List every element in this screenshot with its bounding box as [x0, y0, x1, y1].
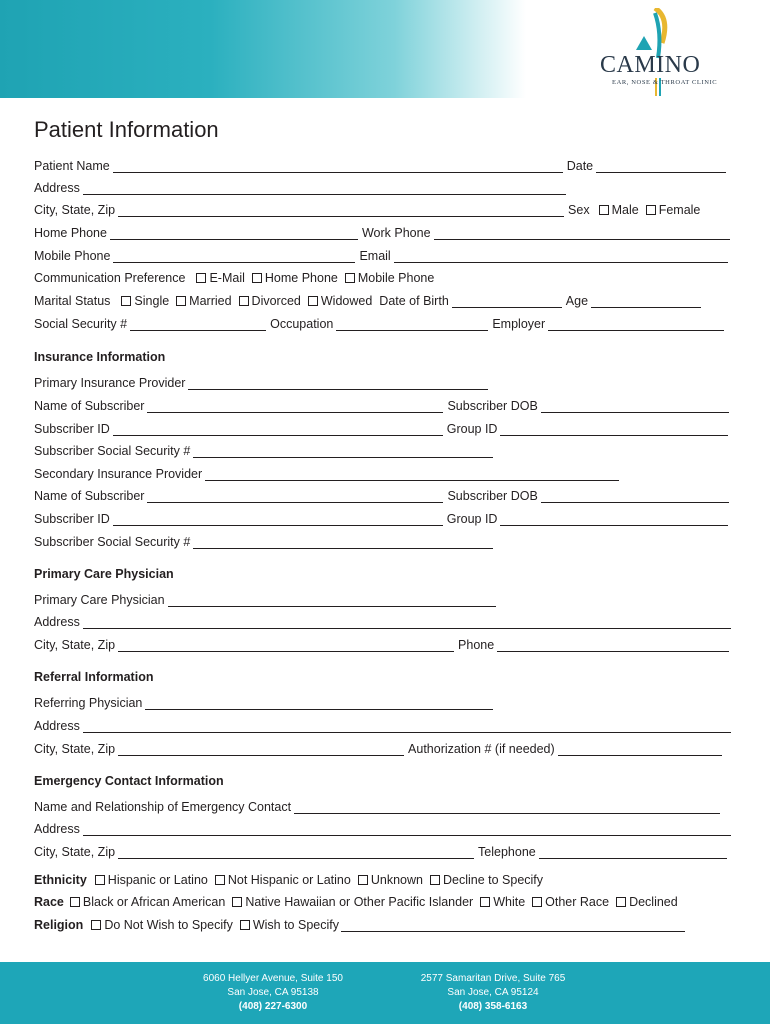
- widowed-label: Widowed: [320, 294, 373, 308]
- group-id-field[interactable]: [500, 421, 728, 436]
- secondary-insurance-label: Secondary Insurance Provider: [34, 467, 203, 481]
- pcp-physician-field[interactable]: [168, 592, 496, 607]
- sex-male-checkbox[interactable]: [599, 203, 639, 217]
- employer-label: Employer: [492, 317, 546, 331]
- address-label: Address: [34, 181, 80, 195]
- subscriber-dob-label-2: Subscriber DOB: [447, 489, 538, 503]
- pcp-city-label: City, State, Zip: [34, 638, 116, 652]
- age-field[interactable]: [591, 293, 701, 308]
- office-2: [398, 972, 588, 1014]
- insurance-heading: Insurance Information: [34, 350, 166, 364]
- pcp-address-field[interactable]: [83, 614, 731, 629]
- divorced-checkbox[interactable]: [239, 294, 301, 308]
- office-2-phone: (408) 358-6163: [458, 1001, 528, 1012]
- race-option-label: White: [493, 895, 526, 909]
- office-2-street: 2577 Samaritan Drive, Suite 765: [420, 973, 566, 984]
- ethnicity-option-label: Decline to Specify: [442, 873, 544, 887]
- occupation-label: Occupation: [270, 317, 334, 331]
- secondary-insurance-row: [34, 461, 623, 481]
- office-2-city: San Jose, CA 95124: [447, 987, 539, 998]
- primary-insurance-field[interactable]: [188, 375, 488, 390]
- married-checkbox[interactable]: [176, 294, 231, 308]
- dob-field[interactable]: [452, 293, 562, 308]
- emergency-name-label: Name and Relationship of Emergency Contact: [34, 800, 292, 814]
- subscriber-id-field-2[interactable]: [113, 511, 443, 526]
- emergency-name-row: [34, 794, 724, 814]
- logo-subtitle: EAR, NOSE & THROAT CLINIC: [612, 79, 718, 86]
- office-1: [178, 972, 368, 1014]
- age-label: Age: [565, 294, 589, 308]
- referral-address-field[interactable]: [83, 718, 731, 733]
- sex-female-checkbox[interactable]: [646, 203, 701, 217]
- ssn-field[interactable]: [130, 316, 266, 331]
- religion-field[interactable]: [341, 917, 685, 932]
- group-id-label: Group ID: [446, 422, 498, 436]
- ssn-row: [34, 311, 728, 331]
- pcp-address-row: [34, 609, 735, 629]
- mobile-phone-label: Mobile Phone: [34, 249, 111, 263]
- race-black-checkbox[interactable]: [70, 895, 225, 909]
- religion-option-label: Do Not Wish to Specify: [104, 918, 233, 932]
- comm-email-label: E-Mail: [209, 271, 245, 285]
- ethnicity-unknown-checkbox[interactable]: [358, 873, 423, 887]
- address-row: [34, 175, 570, 195]
- emergency-city-label: City, State, Zip: [34, 845, 116, 859]
- race-option-label: Black or African American: [82, 895, 226, 909]
- subscriber-id-row-2: [34, 506, 732, 526]
- ethnicity-option-label: Unknown: [370, 873, 423, 887]
- clinic-logo: [600, 8, 730, 98]
- pcp-phone-field[interactable]: [497, 637, 729, 652]
- emergency-address-label: Address: [34, 822, 80, 836]
- religion-option-label: Wish to Specify: [252, 918, 339, 932]
- address-field[interactable]: [83, 180, 566, 195]
- subscriber-id-row: [34, 416, 732, 436]
- referral-city-row: [34, 736, 726, 756]
- office-1-city: San Jose, CA 95138: [227, 987, 319, 998]
- divorced-label: Divorced: [251, 294, 301, 308]
- emergency-address-row: [34, 816, 735, 836]
- ssn-label: Social Security #: [34, 317, 128, 331]
- occupation-field[interactable]: [336, 316, 488, 331]
- emergency-name-field[interactable]: [294, 799, 720, 814]
- emergency-address-field[interactable]: [83, 821, 731, 836]
- race-row: [34, 889, 685, 909]
- subscriber-ssn-label: Subscriber Social Security #: [34, 444, 191, 458]
- footer: [0, 962, 770, 1024]
- pcp-heading: Primary Care Physician: [34, 567, 174, 581]
- home-phone-field[interactable]: [110, 225, 358, 240]
- race-white-checkbox[interactable]: [480, 895, 525, 909]
- married-label: Married: [189, 294, 232, 308]
- sex-label: Sex: [568, 203, 590, 217]
- group-id-label-2: Group ID: [446, 512, 498, 526]
- subscriber-id-label-2: Subscriber ID: [34, 512, 110, 526]
- religion-no-specify-checkbox[interactable]: [91, 918, 233, 932]
- subscriber-name-label: Name of Subscriber: [34, 399, 145, 413]
- subscriber-name-field[interactable]: [147, 398, 443, 413]
- mobile-email-row: [34, 243, 732, 263]
- header-banner: [0, 0, 526, 98]
- pcp-city-row: [34, 632, 733, 652]
- subscriber-id-field[interactable]: [113, 421, 443, 436]
- subscriber-dob-field-2[interactable]: [541, 488, 729, 503]
- group-id-field-2[interactable]: [500, 511, 728, 526]
- ethnicity-option-label: Not Hispanic or Latino: [227, 873, 351, 887]
- race-label: Race: [34, 895, 64, 909]
- subscriber-ssn-label-2: Subscriber Social Security #: [34, 535, 191, 549]
- city-row: [34, 197, 707, 217]
- city-field[interactable]: [118, 202, 564, 217]
- ethnicity-hispanic-checkbox[interactable]: [95, 873, 208, 887]
- email-field[interactable]: [394, 248, 728, 263]
- office-1-phone: (408) 227-6300: [238, 1001, 308, 1012]
- telephone-field[interactable]: [539, 844, 727, 859]
- referring-physician-label: Referring Physician: [34, 696, 143, 710]
- referral-heading: Referral Information: [34, 670, 154, 684]
- comm-mobile-checkbox[interactable]: [345, 271, 434, 285]
- referring-physician-row: [34, 690, 497, 710]
- primary-insurance-row: [34, 370, 492, 390]
- female-label: Female: [658, 203, 701, 217]
- comm-home-label: Home Phone: [264, 271, 338, 285]
- emergency-heading: Emergency Contact Information: [34, 774, 224, 788]
- religion-specify-checkbox[interactable]: [240, 918, 339, 932]
- employer-field[interactable]: [548, 316, 724, 331]
- referral-city-field[interactable]: [118, 741, 404, 756]
- mobile-phone-field[interactable]: [113, 248, 355, 263]
- religion-row: [34, 912, 689, 932]
- secondary-insurance-field[interactable]: [205, 466, 619, 481]
- pcp-physician-row: [34, 587, 500, 607]
- referring-physician-field[interactable]: [145, 695, 493, 710]
- logo-name: CAMINO: [600, 52, 701, 78]
- single-label: Single: [134, 294, 170, 308]
- patient-name-row: [34, 153, 730, 173]
- ethnicity-option-label: Hispanic or Latino: [107, 873, 208, 887]
- widowed-checkbox[interactable]: [308, 294, 372, 308]
- subscriber-dob-label: Subscriber DOB: [447, 399, 538, 413]
- emergency-city-field[interactable]: [118, 844, 474, 859]
- comm-pref-label: Communication Preference: [34, 271, 186, 285]
- referral-address-row: [34, 713, 735, 733]
- single-checkbox[interactable]: [121, 294, 169, 308]
- authorization-label: Authorization # (if needed): [408, 742, 555, 756]
- subscriber-ssn-row: [34, 438, 497, 458]
- emergency-city-row: [34, 839, 731, 859]
- race-other-checkbox[interactable]: [532, 895, 609, 909]
- marital-label: Marital Status: [34, 294, 111, 308]
- comm-pref-row: [34, 265, 441, 285]
- ethnicity-label: Ethnicity: [34, 873, 87, 887]
- subscriber-id-label: Subscriber ID: [34, 422, 110, 436]
- race-option-label: Native Hawaiian or Other Pacific Islander: [245, 895, 474, 909]
- telephone-label: Telephone: [478, 845, 536, 859]
- comm-home-checkbox[interactable]: [252, 271, 338, 285]
- patient-name-label: Patient Name: [34, 159, 110, 173]
- subscriber-ssn-field[interactable]: [193, 443, 493, 458]
- primary-insurance-label: Primary Insurance Provider: [34, 376, 186, 390]
- ethnicity-decline-checkbox[interactable]: [430, 873, 543, 887]
- work-phone-label: Work Phone: [361, 226, 431, 240]
- referral-address-label: Address: [34, 719, 80, 733]
- race-option-label: Other Race: [545, 895, 610, 909]
- patient-name-field[interactable]: [113, 158, 563, 173]
- date-field[interactable]: [596, 158, 726, 173]
- religion-label: Religion: [34, 918, 84, 932]
- referral-city-label: City, State, Zip: [34, 742, 116, 756]
- date-label: Date: [566, 159, 594, 173]
- pcp-physician-label: Primary Care Physician: [34, 593, 165, 607]
- race-declined-checkbox[interactable]: [616, 895, 678, 909]
- subscriber-dob-field[interactable]: [541, 398, 729, 413]
- pcp-city-field[interactable]: [118, 637, 454, 652]
- subscriber-ssn-field-2[interactable]: [193, 534, 493, 549]
- race-option-label: Declined: [629, 895, 678, 909]
- male-label: Male: [611, 203, 639, 217]
- dob-label: Date of Birth: [379, 294, 449, 308]
- office-1-street: 6060 Hellyer Avenue, Suite 150: [203, 973, 343, 984]
- ethnicity-row: [34, 867, 550, 887]
- subscriber-name-label-2: Name of Subscriber: [34, 489, 145, 503]
- subscriber-name-field-2[interactable]: [147, 488, 443, 503]
- subscriber-ssn-row-2: [34, 529, 497, 549]
- marital-row: [34, 288, 705, 308]
- email-label: Email: [359, 249, 391, 263]
- work-phone-field[interactable]: [434, 225, 730, 240]
- city-label: City, State, Zip: [34, 203, 116, 217]
- ethnicity-not-hispanic-checkbox[interactable]: [215, 873, 351, 887]
- race-hawaiian-checkbox[interactable]: [232, 895, 473, 909]
- subscriber-name-row: [34, 393, 733, 413]
- page-title: Patient Information: [34, 117, 219, 142]
- home-phone-label: Home Phone: [34, 226, 107, 240]
- comm-email-checkbox[interactable]: [196, 271, 244, 285]
- pcp-phone-label: Phone: [458, 638, 495, 652]
- authorization-field[interactable]: [558, 741, 722, 756]
- phone-row: [34, 220, 734, 240]
- pcp-address-label: Address: [34, 615, 80, 629]
- subscriber-name-row-2: [34, 483, 733, 503]
- comm-mobile-label: Mobile Phone: [357, 271, 435, 285]
